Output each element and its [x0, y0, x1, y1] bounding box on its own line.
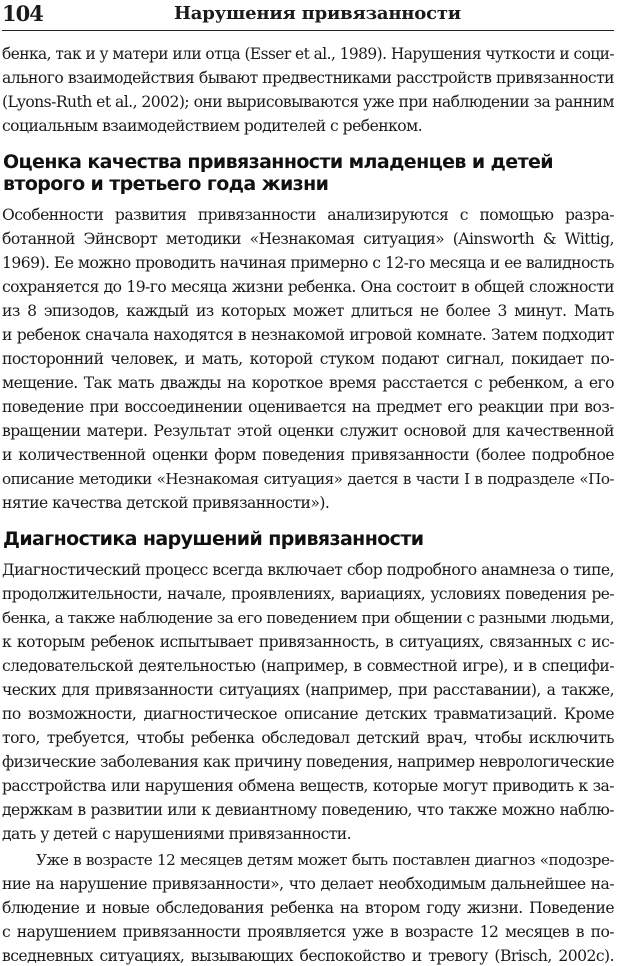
- text-line: нятие качества детской привязанности»).: [2, 494, 330, 512]
- text-line: 1969). Ее можно проводить начиная примерно с 12-го месяца и ее валидность: [2, 254, 614, 272]
- text-line: из 8 эпизодов, каждый из которых может длиться не более 3 минут. Мать: [2, 302, 614, 320]
- text-line: и ребенок сначала находятся в незнакомой игровой комнате. Затем подходит: [2, 326, 614, 344]
- text-line: и количественной оценки форм поведения привязанности (более подробное: [2, 446, 614, 464]
- text-line: поведение при воссоединении оценивается на предмет его реакции при воз-: [2, 398, 614, 416]
- heading-line: второго и третьего года жизни: [3, 173, 329, 195]
- text-line: следовательской деятельностью (например, в совместной игре), и в специфи-: [2, 657, 614, 675]
- text-line: держкам в развитии или к девиантному поведению, что также можно наблю-: [2, 801, 614, 819]
- text-line: продолжительности, начале, проявлениях, вариациях, условиях поведения ре-: [2, 585, 614, 603]
- text-line: бенка, так и у матери или отца (Esser et al., 1989). Нарушения чуткости и соци-: [2, 45, 614, 63]
- text-line: социальным взаимодействием родителей с ребенком.: [2, 117, 423, 135]
- page-header: [2, 0, 614, 31]
- text-line: ние на нарушение привязанности», что делает необходимым дальнейшее на-: [2, 875, 614, 893]
- text-line: описание методики «Незнакомая ситуация» дается в части I в подразделе «По-: [2, 470, 614, 488]
- text-line: (Lyons-Ruth et al., 2002); они вырисовываются уже при наблюдении за ранним: [2, 93, 614, 111]
- text-line: блюдение и новые обследования ребенка на втором году жизни. Поведение: [2, 899, 614, 917]
- text-line: ческих для привязанности ситуациях (например, при расставании), а также,: [2, 681, 614, 699]
- running-title: Нарушения привязанности: [174, 3, 461, 24]
- text-line: посторонний человек, и мать, которой стуком подают сигнал, покидает по-: [2, 350, 614, 368]
- text-line: Диагностический процесс всегда включает сбор подробного анамнеза о типе,: [2, 561, 614, 579]
- text-line: бенка, а также наблюдение за его поведением при общении с разными людьми,: [2, 609, 614, 627]
- text-line: дать у детей с нарушениями привязанности.: [2, 825, 352, 843]
- text-line: того, требуется, чтобы ребенка обследовал детский врач, чтобы исключить: [2, 729, 614, 747]
- text-line: вседневных ситуациях, вызывающих беспокойство и тревогу (Brisch, 2002c).: [2, 947, 614, 965]
- page-number: 104: [2, 1, 43, 26]
- heading-line: Оценка качества привязанности младенцев и детей: [3, 151, 554, 173]
- text-line: расстройства или нарушения обмена веществ, которые могут приводить к за-: [2, 777, 614, 795]
- text-line: ботанной Эйнсворт методики «Незнакомая ситуация» (Ainsworth & Wittig,: [2, 230, 614, 248]
- text-line: Особенности развития привязанности анализируются с помощью разра-: [2, 206, 614, 224]
- text-line: Уже в возрасте 12 месяцев детям может быть поставлен диагноз «подозре-: [36, 851, 614, 869]
- text-line: сохраняется до 19-го месяца жизни ребенка. Она состоит в общей сложности: [2, 278, 614, 296]
- text-line: по возможности, диагностическое описание детских травматизаций. Кроме: [2, 705, 614, 723]
- text-line: физические заболевания как причину поведения, например неврологические: [2, 753, 614, 771]
- heading-line: Диагностика нарушений привязанности: [3, 528, 424, 550]
- text-line: вращении матери. Результат этой оценки служит основой для качественной: [2, 422, 614, 440]
- text-line: с нарушением привязанности проявляется уже в возрасте 12 месяцев в по-: [2, 923, 614, 941]
- text-line: мещение. Так мать дважды на короткое время расстается с ребенком, а его: [2, 374, 614, 392]
- text-line: к которым ребенок испытывает привязанность, в ситуациях, связанных с ис-: [2, 633, 614, 651]
- text-line: ального взаимодействия бывают предвестниками расстройств привязанности: [2, 69, 614, 87]
